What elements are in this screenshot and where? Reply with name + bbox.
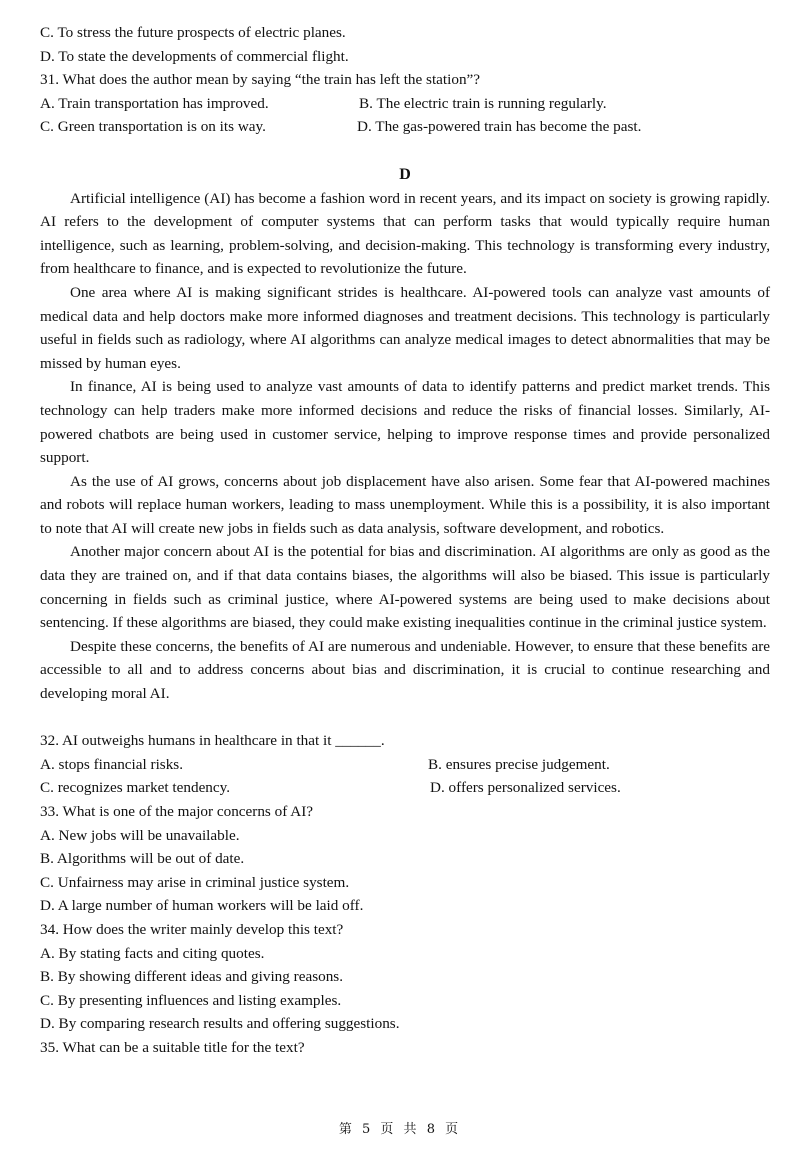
passage-paragraph-4: As the use of AI grows, concerns about job displacement have also arisen. Some fear that AI-powered machines and robots will replace human workers, leading to mass unemployment. While this is a possibility, it is also important to note that AI will create new jobs in fields such as data analysis, software development, and robotics. bbox=[40, 472, 770, 537]
question-33 bbox=[40, 800, 770, 918]
question-32 bbox=[40, 729, 770, 800]
passage-paragraph-6: Despite these concerns, the benefits of AI are numerous and undeniable. However, to ensure that these benefits are accessible to all and to address concerns about bias and discrimination, it is crucial to continue researching and developing moral AI. bbox=[40, 637, 770, 703]
question-31 bbox=[40, 68, 770, 139]
q33-option-c: C. Unfairness may arise in criminal justice system. bbox=[40, 873, 350, 891]
q34-option-d: D. By comparing research results and offering suggestions. bbox=[40, 1015, 400, 1033]
q32-stem: 32. AI outweighs humans in healthcare in that it ______. bbox=[40, 732, 385, 750]
q33-stem: 33. What is one of the major concerns of AI? bbox=[40, 803, 314, 820]
question-35 bbox=[40, 1036, 770, 1060]
q34-option-b: B. By showing different ideas and giving reasons. bbox=[40, 968, 344, 986]
spacer bbox=[40, 706, 770, 730]
q31-options-row-2 bbox=[40, 115, 770, 139]
passage-paragraph-3: In finance, AI is being used to analyze vast amounts of data to identify patterns and predict market trends. This technology can help traders make more informed decisions and reduce the risks of financial losses. Similarly, AI-powered chatbots are being used in customer service, helping to improve response times and provide personalized support. bbox=[40, 378, 770, 467]
exam-page bbox=[40, 21, 770, 1060]
passage-d-title: D bbox=[399, 165, 411, 183]
q31-option-d: D. The gas-powered train has become the past. bbox=[357, 118, 642, 136]
q34-option-a: A. By stating facts and citing quotes. bbox=[40, 944, 265, 962]
passage-paragraph-1: Artificial intelligence (AI) has become a fashion word in recent years, and its impact on society is growing rapidly. AI refers to the development of computer systems that can perform tasks that would typically require human intelligence, such as learning, problem-solving, and decision-making. This technology is transforming every industry, from healthcare to finance, and is expected to revolutionize the future. bbox=[40, 189, 770, 278]
q32-option-b: B. ensures precise judgement. bbox=[428, 755, 610, 773]
q31-option-c: C. Green transportation is on its way. bbox=[40, 118, 266, 136]
q31-option-a: A. Train transportation has improved. bbox=[40, 94, 269, 112]
q30-options bbox=[40, 21, 770, 68]
q33-option-b: B. Algorithms will be out of date. bbox=[40, 850, 245, 868]
question-34 bbox=[40, 918, 770, 1036]
page-number-footer: 第 5 页 共 8 页 bbox=[338, 1122, 462, 1137]
q32-option-a: A. stops financial risks. bbox=[40, 755, 183, 773]
q33-option-d: D. A large number of human workers will be laid off. bbox=[40, 897, 364, 915]
q31-stem: 31. What does the author mean by saying “the train has left the station”? bbox=[40, 71, 481, 89]
q32-options-row-1 bbox=[40, 753, 770, 777]
q32-option-c: C. recognizes market tendency. bbox=[40, 779, 231, 797]
q31-options-row-1 bbox=[40, 92, 770, 116]
passage-d-body bbox=[40, 187, 770, 706]
q32-options-row-2 bbox=[40, 776, 770, 800]
q35-stem: 35. What can be a suitable title for the text? bbox=[40, 1038, 305, 1056]
passage-paragraph-2: One area where AI is making significant strides is healthcare. AI-powered tools can analyze vast amounts of medical data and help doctors make more informed diagnoses and treatment decisions. This technology is particularly useful in fields such as radiology, where AI algorithms can analyze medical images to detect abnormalities that may be missed by human eyes. bbox=[40, 283, 770, 372]
q33-option-a: A. New jobs will be unavailable. bbox=[40, 826, 240, 844]
q34-option-c: C. By presenting influences and listing examples. bbox=[40, 991, 342, 1009]
q32-option-d: D. offers personalized services. bbox=[430, 779, 621, 797]
q30-option-d: D. To state the developments of commercial flight. bbox=[40, 47, 349, 65]
q30-option-c: C. To stress the future prospects of electric planes. bbox=[40, 24, 346, 41]
q34-stem: 34. How does the writer mainly develop this text? bbox=[40, 920, 344, 938]
passage-paragraph-5: Another major concern about AI is the potential for bias and discrimination. AI algorithms are only as good as the data they are trained on, and if that data contains biases, the algorithms will also be biased. This issue is particularly concerning in fields such as criminal justice, where AI-powered systems are being used to make decisions about sentencing. If these algorithms are biased, they could make existing inequalities continue in the criminal justice system. bbox=[40, 543, 770, 632]
q31-option-b: B. The electric train is running regularly. bbox=[359, 94, 607, 112]
